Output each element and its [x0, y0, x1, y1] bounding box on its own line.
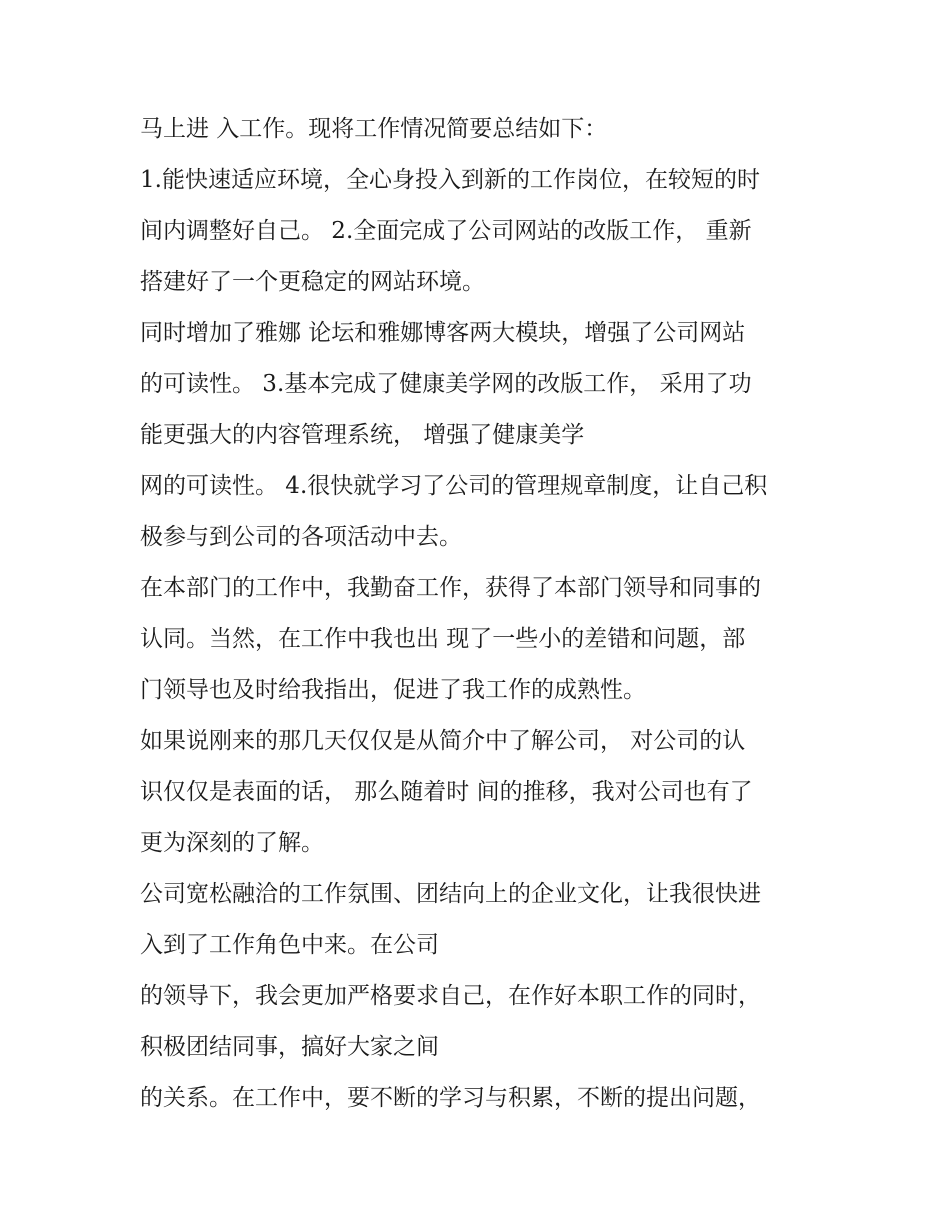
text-line-11: 认同。当然，在工作中我也出 现了一些小的差错和问题，部: [140, 626, 746, 652]
text-line-2: 1.能快速适应环境，全心身投入到新的工作岗位，在较短的时: [140, 167, 760, 193]
document-body: [140, 104, 820, 1124]
text-line-15: 更为深刻的了解。: [140, 830, 324, 856]
text-line-7: 能更强大的内容管理系统， 增强了健康美学: [140, 422, 585, 448]
text-line-14: 识仅仅是表面的话， 那么随着时 间的推移，我对公司也有了: [140, 779, 753, 805]
text-line-1: 马上进 入工作。现将工作情况简要总结如下：: [140, 116, 608, 142]
text-line-12: 门领导也及时给我指出，促进了我工作的成熟性。: [140, 677, 646, 703]
text-line-5: 同时增加了雅娜 论坛和雅娜博客两大模块，增强了公司网站: [140, 320, 746, 346]
text-line-18: 的领导下，我会更加严格要求自己，在作好本职工作的同时，: [140, 983, 761, 1009]
text-line-4: 搭建好了一个更稳定的网站环境。: [140, 269, 485, 295]
text-line-3: 间内调整好自己。 2.全面完成了公司网站的改版工作， 重新: [140, 218, 752, 244]
text-line-17: 入到了工作角色中来。在公司: [140, 932, 439, 958]
text-line-8: 网的可读性。 4.很快就学习了公司的管理规章制度，让自己积: [140, 473, 768, 499]
text-line-16: 公司宽松融洽的工作氛围、团结向上的企业文化，让我很快进: [140, 881, 761, 907]
text-line-9: 极参与到公司的各项活动中去。: [140, 524, 462, 550]
text-line-10: 在本部门的工作中，我勤奋工作，获得了本部门领导和同事的: [140, 575, 761, 601]
text-line-20: 的关系。在工作中，要不断的学习与积累，不断的提出问题，: [140, 1085, 761, 1111]
text-line-19: 积极团结同事，搞好大家之间: [140, 1034, 439, 1060]
text-line-13: 如果说刚来的那几天仅仅是从简介中了解公司， 对公司的认: [140, 728, 746, 754]
text-line-6: 的可读性。 3.基本完成了健康美学网的改版工作， 采用了功: [140, 371, 752, 397]
